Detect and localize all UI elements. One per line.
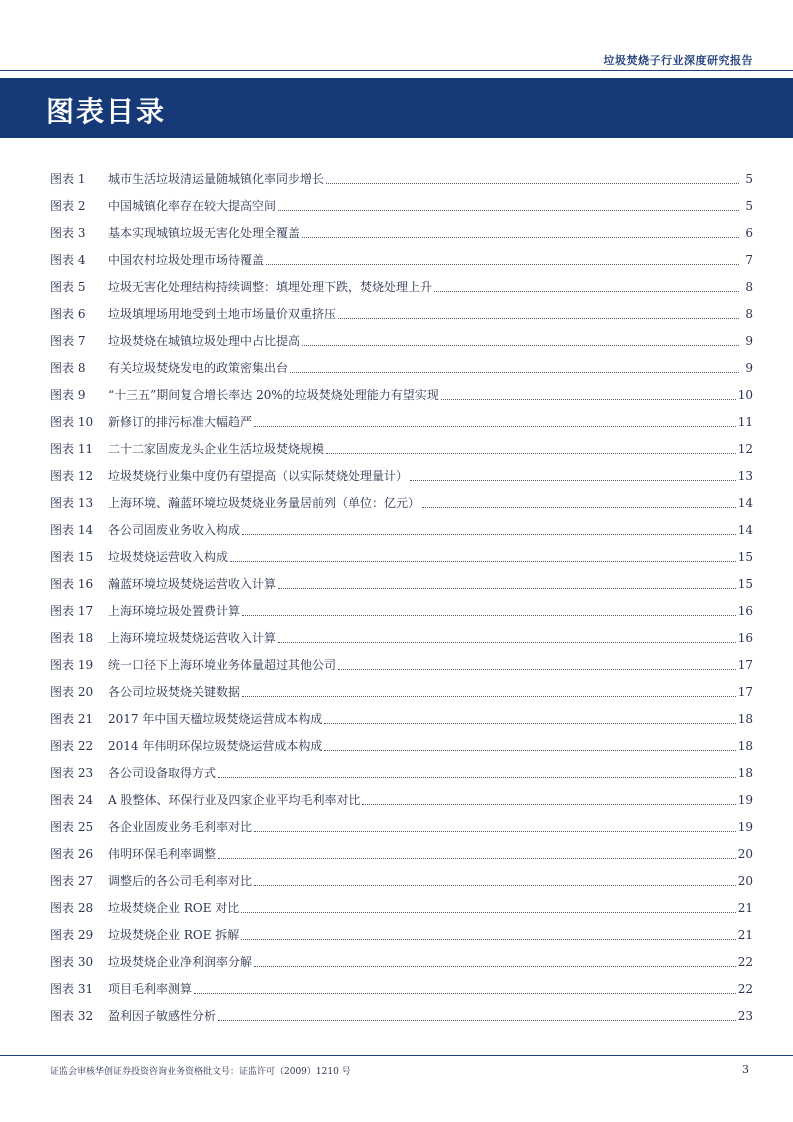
- toc-entry-label: 图表 12: [50, 469, 94, 483]
- toc-entry-page[interactable]: 9: [745, 333, 753, 348]
- section-title: 图表目录: [46, 95, 167, 128]
- toc-entry[interactable]: [50, 651, 753, 678]
- toc-entry-label: 图表 24: [50, 793, 94, 807]
- toc-entry[interactable]: [50, 327, 753, 354]
- toc-entry-label: 图表 15: [50, 550, 94, 564]
- toc-entry-title[interactable]: 盈利因子敏感性分析: [108, 1009, 217, 1023]
- toc-dot-leader: [254, 884, 736, 886]
- toc-entry-label: 图表 14: [50, 523, 94, 537]
- toc-dot-leader: [290, 371, 739, 373]
- toc-entry[interactable]: [50, 786, 753, 813]
- toc-entry[interactable]: [50, 894, 753, 921]
- toc-entry-page[interactable]: 15: [737, 549, 753, 564]
- toc-entry[interactable]: [50, 840, 753, 867]
- toc-entry-page[interactable]: 15: [737, 576, 753, 591]
- toc-entry-label: 图表 23: [50, 766, 94, 780]
- toc-dot-leader: [434, 290, 739, 292]
- toc-entry-title[interactable]: 垃圾无害化处理结构持续调整：填埋处理下跌，焚烧处理上升: [108, 280, 433, 294]
- toc-entry[interactable]: [50, 273, 753, 300]
- toc-entry-label: 图表 28: [50, 901, 94, 915]
- toc-entry-page[interactable]: 19: [737, 792, 753, 807]
- toc-entry-page[interactable]: 20: [737, 873, 753, 888]
- toc-dot-leader: [338, 668, 736, 670]
- toc-dot-leader: [242, 695, 736, 697]
- toc-dot-leader: [324, 722, 735, 724]
- table-of-figures: [50, 165, 753, 1029]
- toc-entry-label: 图表 7: [50, 334, 86, 348]
- toc-entry-label: 图表 21: [50, 712, 94, 726]
- toc-entry-title[interactable]: 各公司垃圾焚烧关键数据: [108, 685, 241, 699]
- toc-entry-label: 图表 30: [50, 955, 94, 969]
- toc-entry[interactable]: [50, 597, 753, 624]
- toc-entry-title[interactable]: 2014 年伟明环保垃圾焚烧运营成本构成: [108, 739, 323, 753]
- toc-dot-leader: [218, 857, 736, 859]
- toc-entry-title[interactable]: 项目毛利率测算: [108, 982, 193, 996]
- toc-entry-title[interactable]: 垃圾焚烧运营收入构成: [108, 550, 229, 564]
- toc-entry-page[interactable]: 11: [737, 414, 753, 429]
- toc-entry-label: 图表 20: [50, 685, 94, 699]
- toc-entry-label: 图表 13: [50, 496, 94, 510]
- toc-entry-title[interactable]: A 股整体、环保行业及四家企业平均毛利率对比: [108, 793, 361, 807]
- toc-entry[interactable]: [50, 705, 753, 732]
- toc-entry-title[interactable]: 垃圾焚烧企业净利润率分解: [108, 955, 253, 969]
- toc-entry[interactable]: [50, 246, 753, 273]
- toc-entry-label: 图表 17: [50, 604, 94, 618]
- toc-dot-leader: [242, 614, 736, 616]
- toc-entry[interactable]: [50, 1002, 753, 1029]
- toc-dot-leader: [254, 425, 736, 427]
- toc-entry-label: 图表 32: [50, 1009, 94, 1023]
- toc-entry-title[interactable]: 垃圾填埋场用地受到土地市场量价双重挤压: [108, 307, 337, 321]
- toc-dot-leader: [266, 263, 739, 265]
- toc-entry-label: 图表 22: [50, 739, 94, 753]
- toc-entry-page[interactable]: 13: [737, 468, 753, 483]
- toc-entry-page[interactable]: 17: [737, 657, 753, 672]
- footer-disclaimer: 证监会审核华创证券投资咨询业务资格批文号：证监许可（2009）1210 号: [50, 1067, 351, 1077]
- toc-entry-page[interactable]: 22: [737, 981, 753, 996]
- toc-entry-title[interactable]: 统一口径下上海环境业务体量超过其他公司: [108, 658, 337, 672]
- toc-dot-leader: [302, 344, 739, 346]
- toc-dot-leader: [230, 560, 736, 562]
- toc-entry-label: 图表 26: [50, 847, 94, 861]
- toc-entry[interactable]: [50, 381, 753, 408]
- toc-dot-leader: [302, 236, 739, 238]
- footer-divider: [0, 1055, 793, 1056]
- toc-entry-page[interactable]: 7: [745, 252, 753, 267]
- toc-entry-title[interactable]: 垃圾焚烧在城镇垃圾处理中占比提高: [108, 334, 301, 348]
- toc-entry-title[interactable]: 中国城镇化率存在较大提高空间: [108, 199, 277, 213]
- toc-entry[interactable]: [50, 678, 753, 705]
- toc-entry[interactable]: [50, 192, 753, 219]
- toc-entry-page[interactable]: 20: [737, 846, 753, 861]
- toc-entry-label: 图表 18: [50, 631, 94, 645]
- toc-entry-label: 图表 3: [50, 226, 86, 240]
- toc-entry[interactable]: [50, 354, 753, 381]
- toc-entry-page[interactable]: 22: [737, 954, 753, 969]
- toc-entry-page[interactable]: 16: [737, 603, 753, 618]
- toc-entry[interactable]: [50, 624, 753, 651]
- toc-entry-label: 图表 9: [50, 388, 86, 402]
- toc-entry[interactable]: [50, 921, 753, 948]
- toc-entry-title[interactable]: 各公司设备取得方式: [108, 766, 217, 780]
- toc-entry[interactable]: [50, 516, 753, 543]
- toc-entry-page[interactable]: 10: [737, 387, 753, 402]
- toc-entry-label: 图表 31: [50, 982, 94, 996]
- toc-entry-title[interactable]: 城市生活垃圾清运量随城镇化率同步增长: [108, 172, 325, 186]
- toc-entry[interactable]: [50, 300, 753, 327]
- toc-entry-label: 图表 5: [50, 280, 86, 294]
- toc-entry-label: 图表 16: [50, 577, 94, 591]
- toc-dot-leader: [326, 182, 739, 184]
- toc-entry-page[interactable]: 21: [737, 900, 753, 915]
- toc-entry-title[interactable]: 上海环境、瀚蓝环境垃圾焚烧业务量居前列（单位：亿元）: [108, 496, 421, 510]
- toc-entry-page[interactable]: 5: [745, 198, 753, 213]
- toc-entry-title[interactable]: 中国农村垃圾处理市场待覆盖: [108, 253, 265, 267]
- toc-entry-page[interactable]: 8: [745, 279, 753, 294]
- toc-dot-leader: [278, 209, 739, 211]
- toc-dot-leader: [241, 938, 735, 940]
- toc-dot-leader: [326, 452, 736, 454]
- toc-dot-leader: [338, 317, 739, 319]
- toc-entry-page[interactable]: 18: [737, 765, 753, 780]
- toc-entry-label: 图表 25: [50, 820, 94, 834]
- toc-entry[interactable]: [50, 219, 753, 246]
- toc-entry-page[interactable]: 18: [737, 738, 753, 753]
- toc-entry-label: 图表 4: [50, 253, 86, 267]
- toc-entry-page[interactable]: 12: [737, 441, 753, 456]
- toc-entry-title[interactable]: 伟明环保毛利率调整: [108, 847, 217, 861]
- toc-dot-leader: [218, 776, 736, 778]
- toc-entry[interactable]: [50, 462, 753, 489]
- toc-entry-page[interactable]: 21: [737, 927, 753, 942]
- toc-entry-label: 图表 8: [50, 361, 86, 375]
- section-banner: [0, 78, 793, 138]
- toc-entry-title[interactable]: 垃圾焚烧行业集中度仍有望提高（以实际焚烧处理量计）: [108, 469, 409, 483]
- report-title: 垃圾焚烧子行业深度研究报告: [603, 54, 753, 67]
- toc-dot-leader: [362, 803, 735, 805]
- toc-entry-page[interactable]: 9: [745, 360, 753, 375]
- toc-entry-page[interactable]: 17: [737, 684, 753, 699]
- toc-entry[interactable]: [50, 948, 753, 975]
- toc-entry-title[interactable]: “十三五”期间复合增长率达 20%的垃圾焚烧处理能力有望实现: [108, 388, 439, 402]
- toc-entry[interactable]: [50, 570, 753, 597]
- toc-entry-page[interactable]: 14: [737, 522, 753, 537]
- toc-entry-title[interactable]: 各公司固废业务收入构成: [108, 523, 241, 537]
- toc-entry[interactable]: [50, 543, 753, 570]
- toc-entry[interactable]: [50, 867, 753, 894]
- toc-entry-label: 图表 27: [50, 874, 94, 888]
- toc-entry[interactable]: [50, 813, 753, 840]
- toc-dot-leader: [422, 506, 736, 508]
- toc-entry-title[interactable]: 2017 年中国天楹垃圾焚烧运营成本构成: [108, 712, 323, 726]
- toc-entry-title[interactable]: 各企业固废业务毛利率对比: [108, 820, 253, 834]
- toc-entry-title[interactable]: 调整后的各公司毛利率对比: [108, 874, 253, 888]
- toc-entry-page[interactable]: 19: [737, 819, 753, 834]
- toc-entry-title[interactable]: 垃圾焚烧企业 ROE 对比: [108, 901, 240, 915]
- toc-entry-page[interactable]: 14: [737, 495, 753, 510]
- toc-dot-leader: [254, 965, 736, 967]
- toc-entry-title[interactable]: 瀚蓝环境垃圾焚烧运营收入计算: [108, 577, 277, 591]
- toc-entry[interactable]: [50, 759, 753, 786]
- toc-entry-label: 图表 2: [50, 199, 86, 213]
- toc-dot-leader: [241, 911, 735, 913]
- toc-dot-leader: [254, 830, 736, 832]
- toc-entry-title[interactable]: 上海环境垃圾处置费计算: [108, 604, 241, 618]
- toc-entry[interactable]: [50, 975, 753, 1002]
- toc-entry-page[interactable]: 6: [745, 225, 753, 240]
- toc-dot-leader: [278, 587, 736, 589]
- toc-entry[interactable]: [50, 489, 753, 516]
- toc-dot-leader: [278, 641, 736, 643]
- toc-entry-label: 图表 11: [50, 442, 94, 456]
- toc-entry-label: 图表 1: [50, 172, 86, 186]
- toc-entry-page[interactable]: 5: [745, 171, 753, 186]
- header-divider: [0, 70, 793, 71]
- toc-entry[interactable]: [50, 165, 753, 192]
- toc-entry[interactable]: [50, 732, 753, 759]
- toc-entry-page[interactable]: 8: [745, 306, 753, 321]
- toc-entry-page[interactable]: 16: [737, 630, 753, 645]
- toc-entry-title[interactable]: 上海环境垃圾焚烧运营收入计算: [108, 631, 277, 645]
- toc-dot-leader: [410, 479, 736, 481]
- toc-dot-leader: [194, 992, 736, 994]
- toc-dot-leader: [218, 1019, 736, 1021]
- toc-entry-label: 图表 19: [50, 658, 94, 672]
- page-number: 3: [742, 1063, 749, 1076]
- toc-entry-title[interactable]: 有关垃圾焚烧发电的政策密集出台: [108, 361, 289, 375]
- toc-entry-page[interactable]: 23: [737, 1008, 753, 1023]
- toc-dot-leader: [441, 398, 736, 400]
- toc-entry-title[interactable]: 基本实现城镇垃圾无害化处理全覆盖: [108, 226, 301, 240]
- toc-entry-page[interactable]: 18: [737, 711, 753, 726]
- toc-entry[interactable]: [50, 408, 753, 435]
- toc-dot-leader: [242, 533, 736, 535]
- toc-entry-title[interactable]: 二十二家固废龙头企业生活垃圾焚烧规模: [108, 442, 325, 456]
- toc-entry-label: 图表 6: [50, 307, 86, 321]
- toc-entry-title[interactable]: 垃圾焚烧企业 ROE 拆解: [108, 928, 240, 942]
- toc-entry[interactable]: [50, 435, 753, 462]
- toc-entry-title[interactable]: 新修订的排污标准大幅趋严: [108, 415, 253, 429]
- toc-entry-label: 图表 10: [50, 415, 94, 429]
- toc-entry-label: 图表 29: [50, 928, 94, 942]
- toc-dot-leader: [324, 749, 735, 751]
